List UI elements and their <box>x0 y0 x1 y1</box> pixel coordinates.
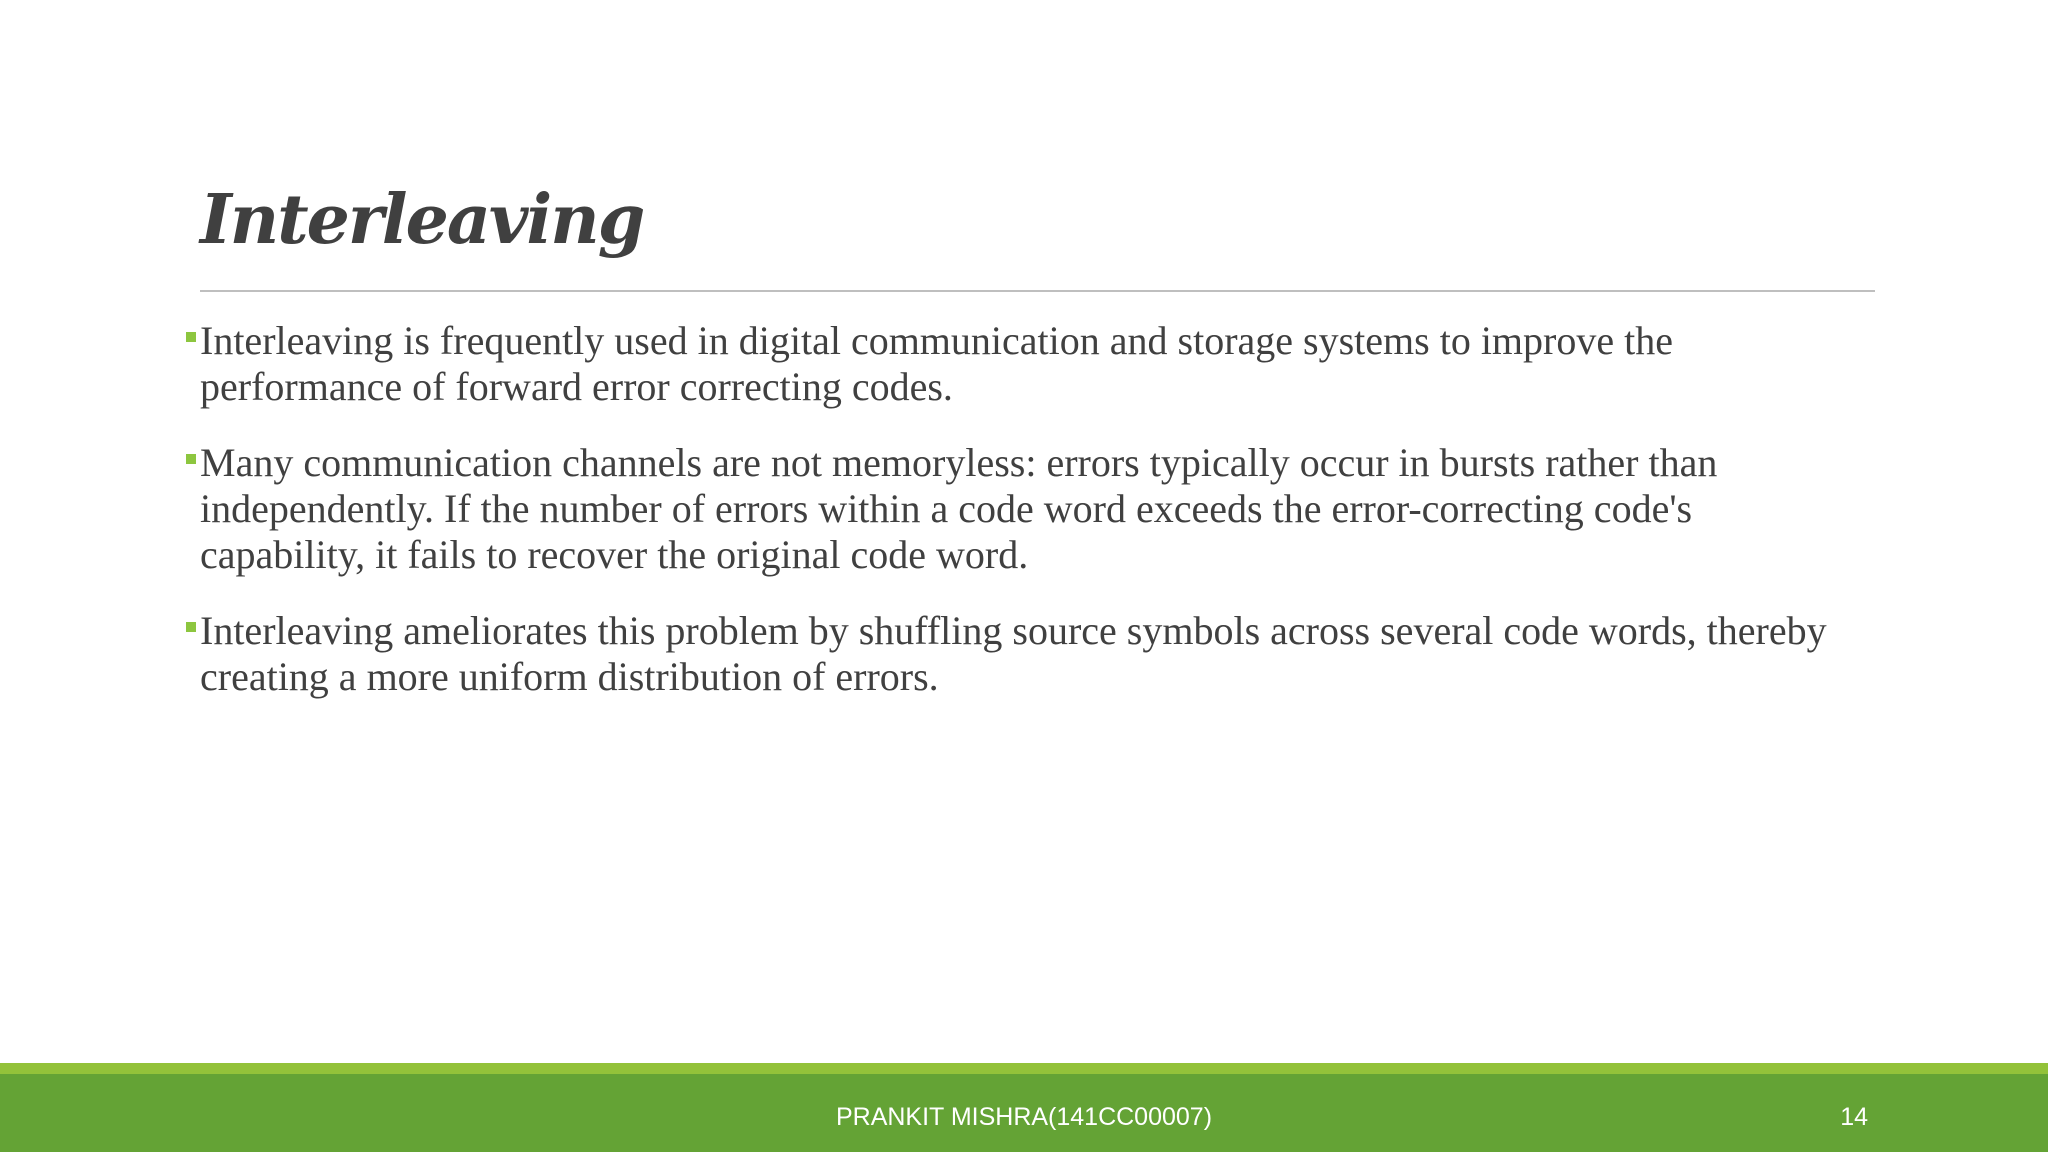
bullet-item <box>186 608 1866 700</box>
square-bullet-icon <box>186 622 196 632</box>
page-number: 14 <box>1840 1103 1868 1131</box>
bullet-text: Many communication channels are not memoryless: errors typically occur in bursts rather than independently. If the number of errors within a code word exceeds the error-correcting code's capability, it fails to recover the original code word. <box>200 440 1718 577</box>
square-bullet-icon <box>186 454 196 464</box>
footer-author: PRANKIT MISHRA(141CC00007) <box>835 1103 1213 1131</box>
bullet-text: Interleaving ameliorates this problem by shuffling source symbols across several code words, thereby creating a more uniform distribution of errors. <box>200 608 1827 699</box>
bullet-list <box>186 318 1866 730</box>
bullet-item <box>186 318 1866 410</box>
footer-accent-stripe <box>0 1063 2048 1074</box>
bullet-text: Interleaving is frequently used in digital communication and storage systems to improve the performance of forward error correcting codes. <box>200 318 1673 409</box>
square-bullet-icon <box>186 332 196 342</box>
title-divider <box>200 290 1875 292</box>
slide-title: Interleaving <box>200 180 644 260</box>
footer-bar <box>0 1074 2048 1152</box>
bullet-item <box>186 440 1866 578</box>
